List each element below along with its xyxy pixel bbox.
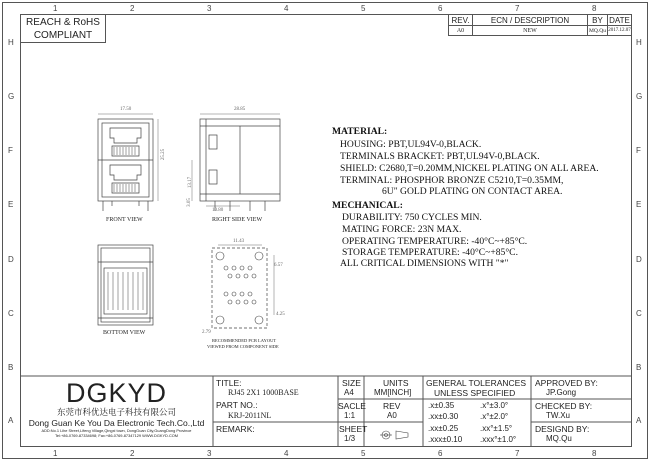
dim-side-2: 3.05 xyxy=(186,198,192,207)
grid-col-label: 5 xyxy=(361,449,366,458)
pcb-holes xyxy=(216,252,263,324)
designed-value: MQ.Qu xyxy=(546,434,572,443)
rev-label: REV xyxy=(383,401,401,411)
material-line: HOUSING: PBT,UL94V-0,BLACK. xyxy=(340,139,482,150)
dim-front-width: 17.50 xyxy=(120,107,132,112)
scale-label: SACLE xyxy=(338,401,366,411)
mechanical-line: OPERATING TEMPERATURE: -40°C~+85°C. xyxy=(342,236,528,247)
checked-value: TW.Xu xyxy=(546,411,571,420)
company-logo: DGKYD xyxy=(65,378,168,408)
grid-col-label: 1 xyxy=(53,449,58,458)
grid-row-label: H xyxy=(8,38,14,47)
dim-pcb-1: 11.43 xyxy=(233,239,245,244)
grid-col-label: 8 xyxy=(592,4,597,13)
dim-pcb-3: 4.25 xyxy=(276,312,285,317)
pcb-label-1: RECOMMENDED PCB LAYOUT xyxy=(212,338,277,343)
grid-col-label: 7 xyxy=(515,449,520,458)
mechanical-line: ALL CRITICAL DIMENSIONS WITH "*" xyxy=(340,258,509,269)
material-line: 6U" GOLD PLATING ON CONTACT AREA. xyxy=(382,186,563,197)
material-title: MATERIAL: xyxy=(332,126,388,137)
pcb-layout-drawing xyxy=(212,245,274,328)
dim-side-1: 13.17 xyxy=(188,176,194,189)
grid-col-label: 7 xyxy=(515,4,520,13)
mechanical-line: STORAGE TEMPERATURE: -40°C~+85°C. xyxy=(342,247,518,258)
approved-label: APPROVED BY: xyxy=(535,378,598,388)
size-label: SIZE xyxy=(342,378,361,388)
grid-col-label: 6 xyxy=(438,449,443,458)
bottom-view-label: BOTTOM VIEW xyxy=(103,330,146,336)
tolerance-right: .xx°±1.5° xyxy=(480,424,513,433)
mechanical-line: MATING FORCE: 23N MAX. xyxy=(342,224,462,235)
grid-row-label: F xyxy=(8,146,13,155)
rev-row-rev: A0 xyxy=(448,25,473,36)
rev-header-by: BY xyxy=(587,14,608,26)
grid-row-label: G xyxy=(8,92,15,101)
grid-row-label: G xyxy=(636,92,643,101)
title-value: RJ45 2X1 1000BASE xyxy=(228,388,299,397)
front-view-label: FRONT VIEW xyxy=(106,217,143,223)
grid-col-label: 8 xyxy=(592,449,597,458)
part-no-value: KRJ-2011NL xyxy=(228,411,272,420)
grid-row-label: B xyxy=(636,363,642,372)
tolerance-left: .xx±0.30 xyxy=(428,412,459,421)
dim-pcb-4: 2.79 xyxy=(202,330,211,335)
mechanical-title: MECHANICAL: xyxy=(332,200,403,211)
company-address: ADD:No.1 Lihe Street,Lifeng Village,Qingxi town, DongGuan City,GuangDong Province xyxy=(41,428,192,433)
dim-side-3: 10.80 xyxy=(212,208,224,213)
pcb-label-2: VIEWED FROM COMPONENT SIDE xyxy=(207,344,279,349)
title-label: TITLE: xyxy=(216,378,242,388)
grid-row-label: A xyxy=(8,416,14,425)
part-no-label: PART NO.: xyxy=(216,400,258,410)
tolerance-title-1: GENERAL TOLERANCES xyxy=(426,378,526,388)
sheet-value: 1/3 xyxy=(344,434,356,443)
rev-value: A0 xyxy=(387,411,397,420)
rev-row-date: 2017.12.07 xyxy=(607,25,632,36)
grid-row-label: C xyxy=(636,309,642,318)
checked-label: CHECKED BY: xyxy=(535,401,593,411)
bottom-view-drawing xyxy=(98,245,153,325)
approved-value: JP.Gong xyxy=(546,388,577,397)
company-name-cn: 东莞市科优达电子科技有限公司 xyxy=(56,408,176,418)
units-label: UNITS xyxy=(383,378,409,388)
grid-col-label: 4 xyxy=(284,449,289,458)
rev-header-desc: ECN / DESCRIPTION xyxy=(472,14,588,26)
mechanical-line: DURABILITY: 750 CYCLES MIN. xyxy=(342,212,482,223)
rev-header-rev: REV. xyxy=(448,14,473,26)
tolerance-right: .xxx°±1.0° xyxy=(480,435,517,444)
grid-col-label: 5 xyxy=(361,4,366,13)
projection-symbol xyxy=(380,431,408,439)
grid-row-label: D xyxy=(636,255,642,264)
dim-side-width: 28.85 xyxy=(234,107,246,112)
dim-pcb-2: 6.57 xyxy=(274,263,283,268)
company-contact: Tel:+86-0769-87334698; Fax:+86-0769-87347129 WWW.DGKYD.COM xyxy=(54,433,179,438)
dim-front-height: 25.25 xyxy=(161,148,167,161)
grid-col-label: 1 xyxy=(53,4,58,13)
material-line: TERMINALS BRACKET: PBT,UL94V-0,BLACK. xyxy=(340,151,540,162)
compliance-line-2: COMPLIANT xyxy=(33,30,93,41)
rev-header-date: DATE xyxy=(607,14,632,26)
tolerance-right: .x°±2.0° xyxy=(480,412,509,421)
grid-row-label: H xyxy=(636,38,642,47)
grid-col-label: 2 xyxy=(130,449,135,458)
remark-label: REMARK: xyxy=(216,424,255,434)
side-view-label: RIGHT SIDE VIEW xyxy=(212,217,263,223)
tolerance-left: .x±0.35 xyxy=(428,401,455,410)
grid-row-label: F xyxy=(636,146,641,155)
grid-col-label: 3 xyxy=(207,449,212,458)
designed-label: DESIGND BY: xyxy=(535,424,590,434)
grid-row-label: D xyxy=(8,255,14,264)
material-line: SHIELD: C2680,T=0.20MM,NICKEL PLATING ON ALL AREA. xyxy=(340,163,599,174)
grid-row-label: E xyxy=(8,200,14,209)
rev-row-by: MQ.Qu xyxy=(587,25,608,36)
grid-row-label: E xyxy=(636,200,642,209)
material-line: TERMINAL: PHOSPHOR BRONZE C5210,T=0.35MM, xyxy=(340,175,564,186)
grid-col-label: 6 xyxy=(438,4,443,13)
grid-col-label: 3 xyxy=(207,4,212,13)
company-block xyxy=(20,376,213,447)
grid-col-label: 4 xyxy=(284,4,289,13)
tolerance-right: .x°±3.0° xyxy=(480,401,509,410)
side-view-drawing xyxy=(192,114,280,211)
company-name-en: Dong Guan Ke You Da Electronic Tech.Co.,Ltd xyxy=(28,418,205,428)
grid-col-label: 2 xyxy=(130,4,135,13)
tolerance-left: .xx±0.25 xyxy=(428,424,459,433)
grid-row-label: C xyxy=(8,309,14,318)
grid-row-label: B xyxy=(8,363,14,372)
sheet-label: SHEET xyxy=(339,424,368,434)
size-value: A4 xyxy=(344,388,354,397)
rev-row-desc: NEW xyxy=(472,25,588,36)
front-view-drawing xyxy=(98,114,158,211)
grid-row-label: A xyxy=(636,416,642,425)
scale-value: 1:1 xyxy=(344,411,356,420)
tolerance-left: .xxx±0.10 xyxy=(428,435,463,444)
units-value: MM[INCH] xyxy=(374,388,412,397)
compliance-line-1: REACH & RoHS xyxy=(26,17,100,28)
tolerance-title-2: UNLESS SPECIFIED xyxy=(434,388,516,398)
